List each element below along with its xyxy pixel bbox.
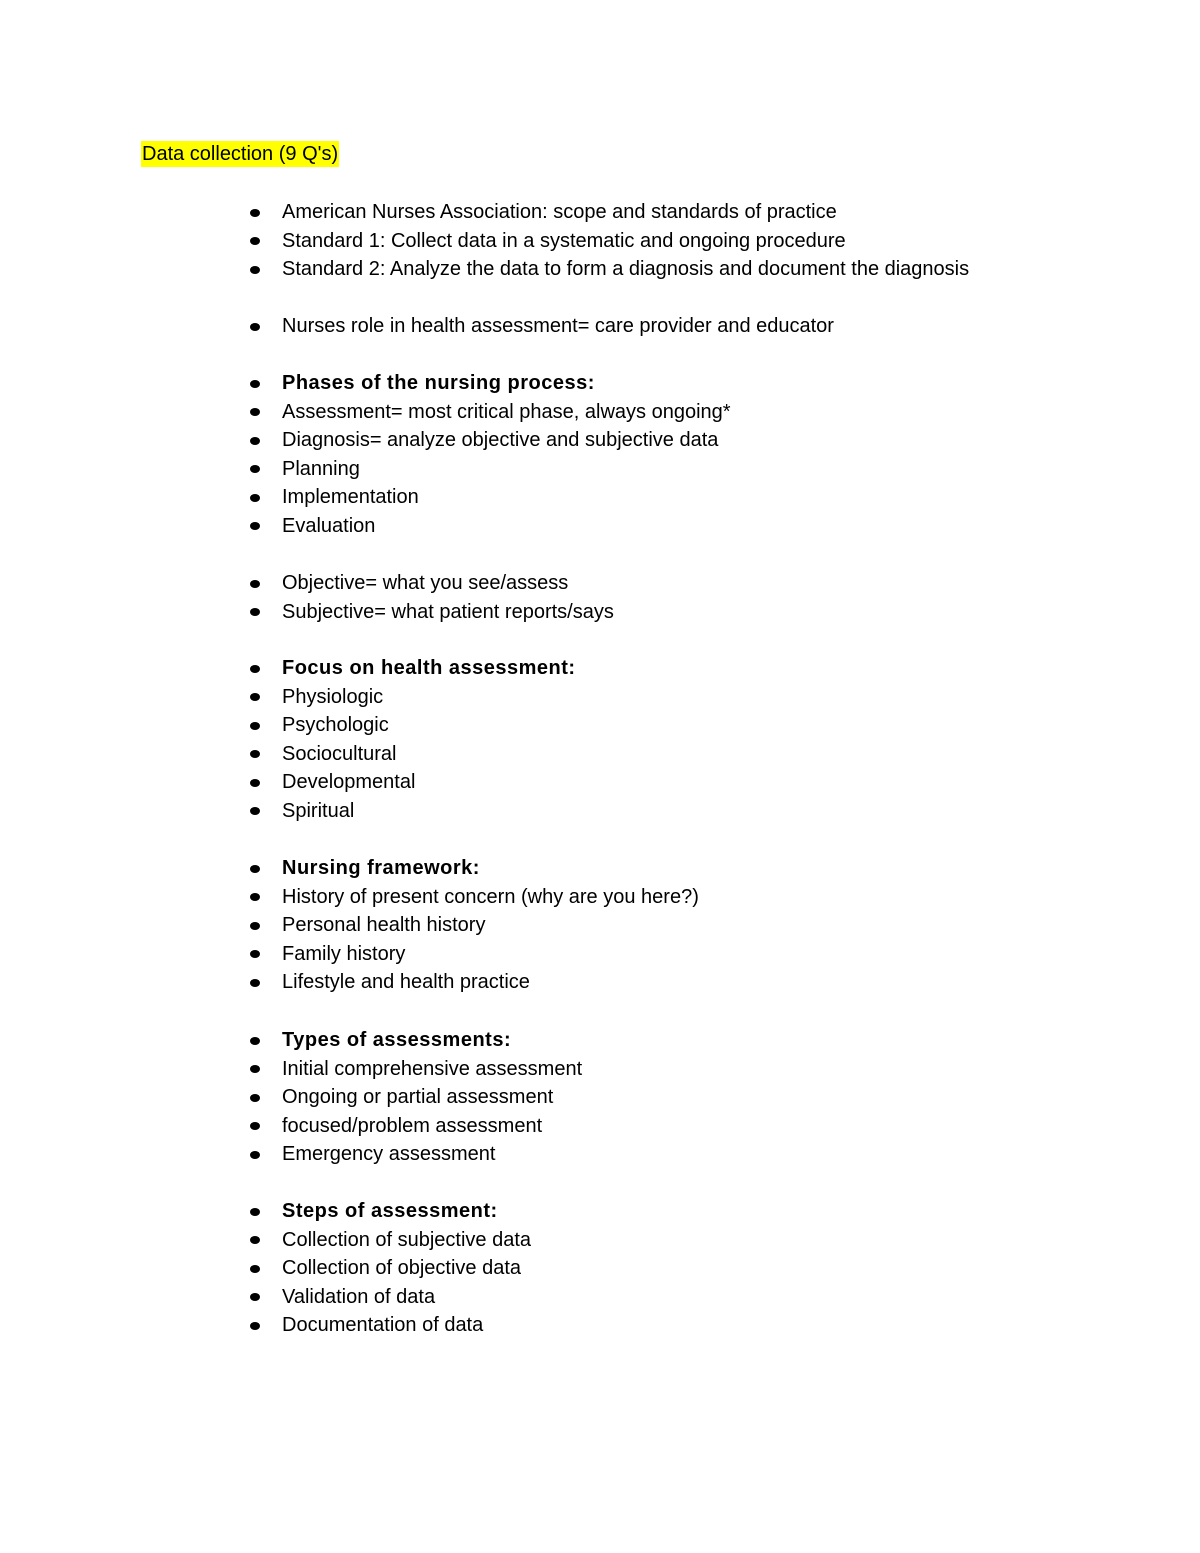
bullet-icon [250,1236,260,1244]
list-item-text: Planning [282,457,360,480]
list-item-text: Initial comprehensive assessment [282,1057,583,1080]
list-item-text: Collection of objective data [282,1257,522,1280]
bullet-group-ana-standards [0,198,1200,284]
list-item [0,968,1200,997]
bullet-icon [250,494,260,502]
bullet-group-nursing-framework [0,854,1200,997]
list-item-text: History of present concern (why are you here?) [282,885,699,908]
list-item [0,1112,1200,1141]
section-title-item [0,854,1200,883]
list-item-text: Standard 2: Analyze the data to form a diagnosis and document the diagnosis [282,258,970,281]
list-item [0,426,1200,455]
bullet-icon [250,1293,260,1301]
bullet-icon [250,1037,260,1045]
bullet-group-assessment-types [0,1026,1200,1169]
bullet-icon [250,209,260,217]
bullet-icon [250,865,260,873]
section-title: Steps of assessment: [282,1200,498,1222]
list-item [0,1254,1200,1283]
bullet-icon [250,1322,260,1330]
list-item-text: Objective= what you see/assess [282,572,569,594]
bullet-icon [250,1265,260,1273]
list-item-text: Implementation [282,486,419,509]
list-item [0,683,1200,712]
section-title-item [0,1026,1200,1055]
bullet-icon [250,922,260,930]
list-item-text: Lifestyle and health practice [282,971,530,994]
list-item [0,1055,1200,1084]
bullet-icon [250,750,260,758]
bullet-icon [250,1065,260,1073]
bullet-group-assessment-steps [0,1197,1200,1340]
bullet-icon [250,1208,260,1216]
bullet-icon [250,1151,260,1159]
list-item [0,227,1200,256]
bullet-icon [250,608,260,616]
bullet-icon [250,1094,260,1102]
list-item [0,312,1200,341]
bullet-icon [250,266,260,274]
list-item [0,569,1200,598]
list-item-text: Diagnosis= analyze objective and subjective data [282,429,719,452]
bullet-icon [250,580,260,588]
list-item [0,455,1200,484]
bullet-group-objective-subjective [0,569,1200,626]
list-item-text: Personal health history [282,914,486,937]
bullet-icon [250,323,260,331]
list-item-text: Spiritual [282,799,355,822]
list-item [0,1283,1200,1312]
list-item-text: Evaluation [282,514,376,537]
bullet-icon [250,437,260,445]
list-item [0,940,1200,969]
bullet-icon [250,237,260,245]
list-item [0,255,1200,284]
bullet-icon [250,522,260,530]
list-item-text: Ongoing or partial assessment [282,1086,554,1109]
bullet-icon [250,979,260,987]
bullet-group-health-focus [0,654,1200,826]
list-item-text: Standard 1: Collect data in a systematic and ongoing procedure [282,229,846,252]
list-item-text: Collection of subjective data [282,1228,532,1251]
bullet-icon [250,465,260,473]
section-title: Types of assessments: [282,1029,512,1051]
list-item [0,883,1200,912]
list-item-text: Assessment= most critical phase, always ongoing* [282,400,731,423]
list-item-text: Physiologic [282,685,384,708]
page-heading: Data collection (9 Q's) [142,143,339,165]
section-title: Focus on health assessment: [282,657,576,679]
list-item-text: Nurses role in health assessment= care provider and educator [282,315,834,337]
list-item-text: Sociocultural [282,742,397,765]
list-item-text: focused/problem assessment [282,1114,543,1137]
bullet-icon [250,893,260,901]
bullet-icon [250,1122,260,1130]
list-item [0,911,1200,940]
bullet-group-nursing-process [0,369,1200,541]
bullet-icon [250,665,260,673]
list-item [0,1083,1200,1112]
list-item [0,198,1200,227]
list-item [0,768,1200,797]
list-item [0,797,1200,826]
bullet-icon [250,693,260,701]
list-item-text: Validation of data [282,1285,436,1308]
section-title: Nursing framework: [282,857,480,879]
list-item [0,398,1200,427]
bullet-icon [250,722,260,730]
list-item [0,483,1200,512]
section-title-item [0,369,1200,398]
bullet-group-nurses-role [0,312,1200,341]
bullet-icon [250,807,260,815]
section-title: Phases of the nursing process: [282,372,595,394]
bullet-icon [250,408,260,416]
list-item-text: American Nurses Association: scope and standards of practice [282,201,837,223]
bullet-icon [250,779,260,787]
bullet-icon [250,380,260,388]
list-item [0,1226,1200,1255]
list-item [0,512,1200,541]
section-title-item [0,1197,1200,1226]
bullet-icon [250,950,260,958]
list-item-text: Documentation of data [282,1314,484,1337]
list-item-text: Psychologic [282,714,389,737]
list-item [0,740,1200,769]
list-item [0,711,1200,740]
section-title-item [0,654,1200,683]
list-item-text: Family history [282,942,406,965]
list-item-text: Subjective= what patient reports/says [282,600,614,623]
list-item [0,1311,1200,1340]
list-item [0,598,1200,627]
list-item-text: Developmental [282,771,416,794]
list-item [0,1140,1200,1169]
list-item-text: Emergency assessment [282,1143,496,1166]
